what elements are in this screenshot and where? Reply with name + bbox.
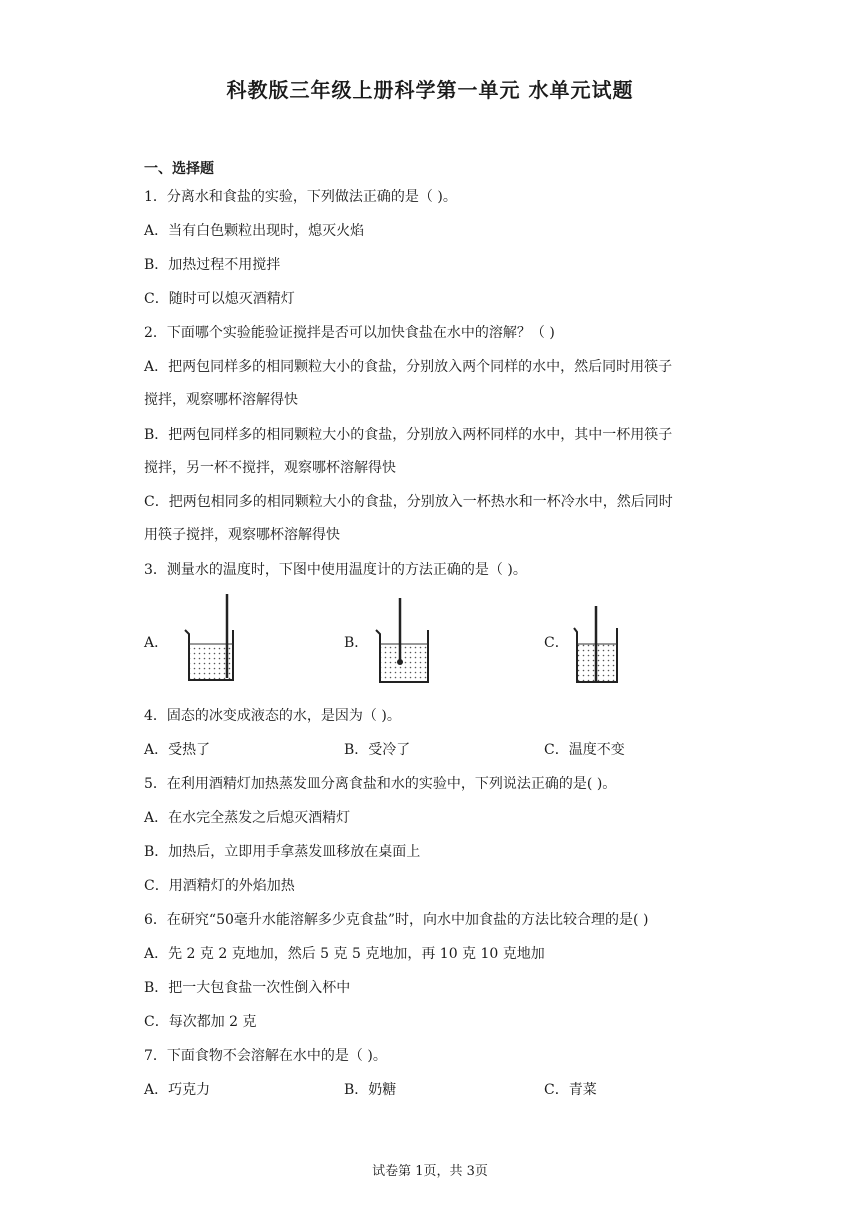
question-4-option-c[interactable]: C．温度不变 <box>544 742 625 758</box>
question-5-option-a[interactable]: A．在水完全蒸发之后熄灭酒精灯 <box>144 810 351 826</box>
question-5-option-b[interactable]: B．加热后，立即用手拿蒸发皿移放在桌面上 <box>144 844 421 860</box>
question-6-stem: 6．在研究“50毫升水能溶解多少克食盐”时，向水中加食盐的方法比较合理的是( ) <box>144 912 649 928</box>
question-3-option-c[interactable]: C． <box>544 635 569 651</box>
question-1-stem: 1．分离水和食盐的实验，下列做法正确的是（ )。 <box>144 189 457 205</box>
section-heading: 一、选择题 <box>144 161 214 177</box>
question-4-stem: 4．固态的冰变成液态的水，是因为（ )。 <box>144 708 401 724</box>
question-2-stem: 2．下面哪个实验能验证搅拌是否可以加快食盐在水中的溶解？（ ) <box>144 325 555 341</box>
question-6-option-a[interactable]: A．先 2 克 2 克地加，然后 5 克 5 克地加，再 10 克 10 克地加 <box>144 946 545 962</box>
question-2-option-c[interactable]: C．把两包相同多的相同颗粒大小的食盐，分别放入一杯热水和一杯冷水中，然后同时 <box>144 494 673 510</box>
question-6-option-b[interactable]: B．把一大包食盐一次性倒入杯中 <box>144 980 351 996</box>
beaker-thermometer-touching-side-image <box>183 592 241 688</box>
question-7-option-b[interactable]: B．奶糖 <box>344 1082 397 1098</box>
question-5-option-c[interactable]: C．用酒精灯的外焰加热 <box>144 878 295 894</box>
question-2-option-a-cont: 搅拌，观察哪杯溶解得快 <box>144 392 298 408</box>
question-6-option-c[interactable]: C．每次都加 2 克 <box>144 1014 257 1030</box>
beaker-thermometer-center-image <box>374 596 434 688</box>
question-2-option-c-cont: 用筷子搅拌，观察哪杯溶解得快 <box>144 527 340 543</box>
question-7-option-c[interactable]: C．青菜 <box>544 1082 597 1098</box>
question-7-stem: 7．下面食物不会溶解在水中的是（ )。 <box>144 1048 387 1064</box>
page-title: 科教版三年级上册科学第一单元 水单元试题 <box>226 78 634 102</box>
question-1-option-b[interactable]: B．加热过程不用搅拌 <box>144 257 281 273</box>
question-5-stem: 5．在利用酒精灯加热蒸发皿分离食盐和水的实验中，下列说法正确的是( )。 <box>144 776 617 792</box>
beaker-thermometer-touching-bottom-image <box>572 604 622 688</box>
question-4-option-b[interactable]: B．受冷了 <box>344 742 411 758</box>
question-4-option-a[interactable]: A．受热了 <box>144 742 211 758</box>
question-3-stem: 3．测量水的温度时，下图中使用温度计的方法正确的是（ )。 <box>144 562 527 578</box>
question-1-option-a[interactable]: A．当有白色颗粒出现时，熄灭火焰 <box>144 223 365 239</box>
page-footer: 试卷第 1页，共 3页 <box>372 1164 488 1179</box>
question-3-option-a[interactable]: A． <box>144 635 169 651</box>
question-2-option-b[interactable]: B．把两包同样多的相同颗粒大小的食盐，分别放入两杯同样的水中，其中一杯用筷子 <box>144 427 673 443</box>
question-1-option-c[interactable]: C．随时可以熄灭酒精灯 <box>144 291 295 307</box>
question-7-option-a[interactable]: A．巧克力 <box>144 1082 211 1098</box>
question-2-option-a[interactable]: A．把两包同样多的相同颗粒大小的食盐，分别放入两个同样的水中，然后同时用筷子 <box>144 359 673 375</box>
question-2-option-b-cont: 搅拌，另一杯不搅拌，观察哪杯溶解得快 <box>144 460 396 476</box>
question-3-option-b[interactable]: B． <box>344 635 369 651</box>
